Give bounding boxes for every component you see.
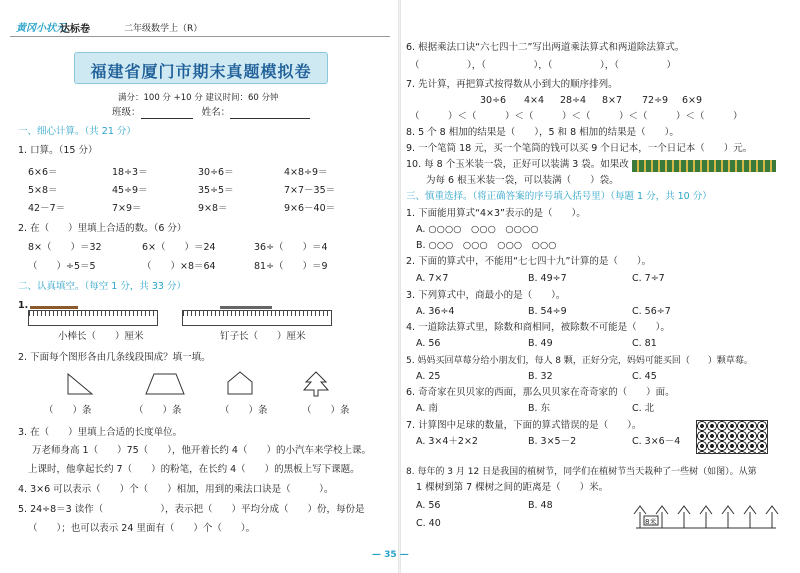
c1-option-b: B. ○○○ ○○○ ○○○ ○○○ [416,240,557,251]
nail-length: 钉子长（ ）厘米 [220,331,306,342]
fill-item: 8×（ ）＝32 [28,242,102,253]
ruler-1 [28,310,158,326]
choice-option: A. 7×7 [416,273,449,284]
q7-item: 28÷4 [560,95,587,106]
shape-answer: （ ）条 [44,405,92,416]
ruler-2 [182,310,332,326]
c5-prompt: 5. 妈妈买回草莓分给小朋友们，每人 8 颗，正好分完，妈妈可能买回（ ）颗草莓。 [406,356,753,366]
corn-image [632,160,776,172]
exam-meta: 满分：100 分 +10 分 建议时间：60 分钟 [118,93,279,103]
section-2-heading: 二、认真填空。（每空 1 分，共 33 分） [18,281,186,292]
q7-prompt: 7. 先计算，再把算式按得数从小到大的顺序排列。 [406,79,618,90]
choice-option: C. 81 [632,338,657,349]
triangle-shape [68,374,92,394]
subject-header: 二年级数学上（R） [124,24,203,34]
shape-answer: （ ）条 [220,405,268,416]
stick-length: 小棒长（ ）厘米 [58,331,144,342]
tree-icon [744,506,756,528]
shapes-figure [60,370,350,398]
class-label: 班级： [112,107,141,118]
choice-option: A. 36÷4 [416,306,455,317]
q2-4-prompt: 4. 3×6 可以表示（ ）个（ ）相加，用到的乘法口诀是（ ）。 [18,484,334,495]
class-field[interactable] [141,108,193,119]
c3-prompt: 3. 下列算式中，商最小的是（ ）。 [406,290,566,301]
name-field[interactable] [230,108,310,119]
c4-prompt: 4. 一道除法算式里，除数和商相同，被除数不可能是（ ）。 [406,322,670,333]
q2-5-line1: 5. 24÷8＝3 读作（ ），表示把（ ）平均分成（ ）份，每份是 [18,504,365,515]
brand-logo: 黄冈小状元 [16,23,66,34]
q9-prompt: 9. 一个笔筒 18 元，买一个笔筒的钱可以买 9 个日记本，一个日记本（ ）元。 [406,143,753,154]
choice-option: C. 56÷7 [632,306,671,317]
calc-item: 42－7＝ [28,203,66,214]
q7-item: 72÷9 [642,95,669,106]
fill-item: 81÷（ ）＝9 [254,261,328,272]
q7-answer: （ ）＜（ ）＜（ ）＜（ ）＜（ ）＜（ ） [410,111,743,122]
c8-line2: 1 棵树到第 7 棵树之间的距离是（ ）米。 [416,482,609,493]
choice-option: B. 3×5－2 [528,436,577,447]
title-banner [74,52,328,84]
right-page [400,0,800,573]
calc-item: 45÷9＝ [112,185,148,196]
page-number: — 35 — [372,550,409,560]
c8-line1: 8. 每年的 3 月 12 日是我国的植树节，同学们在植树节当天栽种了一些树（如图）。从第 [406,467,757,477]
stick [30,306,78,309]
tree-icon [678,506,690,528]
name-label: 姓名： [201,107,231,118]
choice-option: B. 48 [528,500,553,511]
section-3-heading: 三、慎重选择。（将正确答案的序号填入括号里）（每题 1 分，共 10 分） [406,191,712,202]
q1-2-prompt: 2. 在（ ）里填上合适的数。（6 分） [18,223,187,234]
calc-item: 5×8＝ [28,185,58,196]
q2-3-prompt: 3. 在（ ）里填上合适的长度单位。 [18,427,183,438]
fill-item: （ ）×8＝64 [142,261,216,272]
choice-option: C. 3×6－4 [632,436,681,447]
calc-item: 7×7－35＝ [284,185,336,196]
calc-item: 4×8÷9＝ [284,167,328,178]
tree-distance-label: 8米 [645,518,657,526]
q10-line2: 为每 6 根玉米装一袋，可以装满（ ）袋。 [426,175,619,186]
soccer-balls-image [696,420,768,454]
c2-prompt: 2. 下面的算式中，不能用“七七四十九”计算的是（ ）。 [406,256,652,267]
q7-item: 30÷6 [480,95,507,106]
shape-answer: （ ）条 [134,405,182,416]
q2-1-number: 1. [18,300,29,311]
q2-3-line2: 上课时，他拿起长约 7（ ）的粉笔，在长约 4（ ）的黑板上写下课题。 [28,464,360,475]
header-divider [10,36,390,37]
choice-option: A. 南 [416,403,438,414]
choice-option: B. 32 [528,371,553,382]
choice-option: B. 54÷9 [528,306,567,317]
fill-item: 6×（ ）＝24 [142,242,216,253]
choice-option: B. 49÷7 [528,273,567,284]
fill-item: （ ）÷5＝5 [28,261,96,272]
choice-option: C. 北 [632,403,655,414]
q7-item: 4×4 [524,95,545,106]
choice-option: C. 40 [416,518,441,529]
q2-2-prompt: 2. 下面每个图形各由几条线段围成？填一填。 [18,352,211,363]
q7-item: 8×7 [602,95,623,106]
choice-option: C. 7÷7 [632,273,665,284]
page-title: 福建省厦门市期末真题模拟卷 [90,62,312,81]
c7-prompt: 7. 计算图中足球的数量，下面的算式错误的是（ ）。 [406,420,642,431]
pentagon-shape [228,372,252,394]
calc-item: 6×6＝ [28,167,58,178]
choice-option: C. 45 [632,371,657,382]
choice-option: A. 3×4＋2×2 [416,436,478,447]
tree-shape [304,372,328,396]
calc-item: 7×9＝ [112,203,142,214]
tree-icon [766,506,778,528]
c6-prompt: 6. 奇奇家在贝贝家的西面，那么贝贝家在奇奇家的（ ）面。 [406,387,675,398]
nail [220,306,272,309]
tree-icon [700,506,712,528]
q6-answer: （ ），（ ），（ ），（ ） [410,60,677,71]
choice-option: A. 56 [416,338,441,349]
choice-option: A. 56 [416,500,441,511]
q2-5-line2: （ ）；也可以表示 24 里面有（ ）个（ ）。 [28,523,256,534]
q6-prompt: 6. 根据乘法口诀“六七四十二”写出两道乘法算式和两道除法算式。 [406,42,685,53]
choice-option: A. 25 [416,371,441,382]
shape-answer: （ ）条 [302,405,350,416]
fill-item: 36÷（ ）＝4 [254,242,328,253]
calc-item: 35÷5＝ [198,185,234,196]
q8-prompt: 8. 5 个 8 相加的结果是（ ），5 和 8 相加的结果是（ ）。 [406,127,679,138]
c1-prompt: 1. 下面能用算式“4×3”表示的是（ ）。 [406,208,586,219]
class-name-line [112,107,310,119]
calc-item: 9×8＝ [198,203,228,214]
trapezoid-shape [146,374,184,394]
c1-option-a: A. ○○○○ ○○○ ○○○○ [416,224,539,235]
calc-item: 18÷3＝ [112,167,148,178]
calc-item: 9×6－40＝ [284,203,336,214]
choice-option: B. 东 [528,403,551,414]
choice-option: B. 49 [528,338,553,349]
q7-item: 6×9 [682,95,703,106]
q2-3-line1: 万老师身高 1（ ）75（ ），他开着长约 4（ ）的小汽车来学校上课。 [32,445,371,456]
exam-badge: 达标卷 [60,24,90,35]
q10-line1: 10. 每 8 个玉米装一袋，正好可以装满 3 袋。如果改 [406,159,629,170]
section-1-heading: 一、细心计算。（共 21 分） [18,126,136,137]
calc-item: 30÷6＝ [198,167,234,178]
q1-1-prompt: 1. 口算。（15 分） [18,145,98,156]
tree-icon [722,506,734,528]
